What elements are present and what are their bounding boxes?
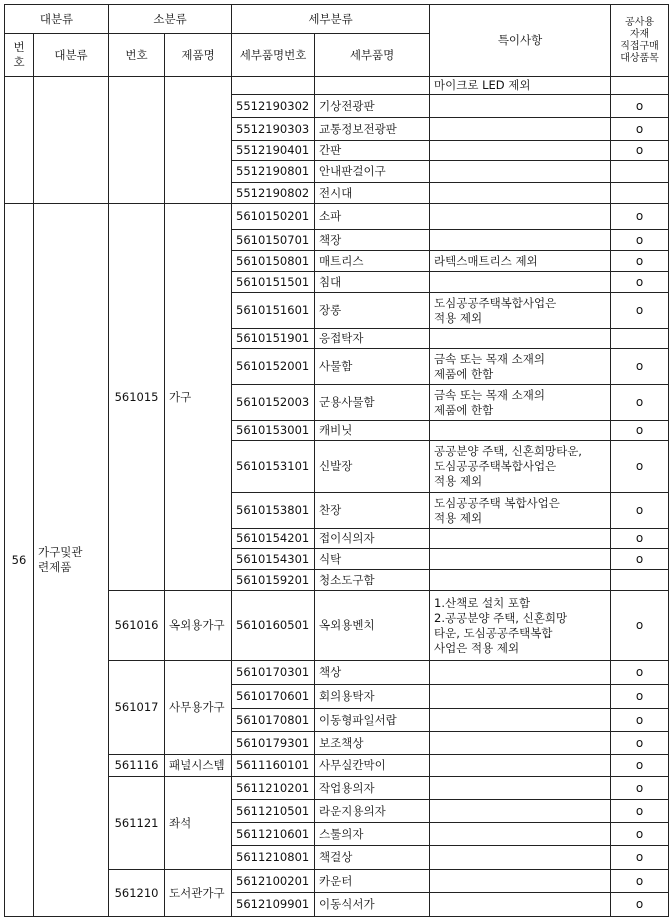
minor-no: 561116 xyxy=(109,755,165,777)
header-col-product-name: 제품명 xyxy=(165,34,232,77)
remark: 라텍스매트리스 제외 xyxy=(430,251,611,272)
detail-name: 군용사물함 xyxy=(315,385,430,421)
detail-name: 책걸상 xyxy=(315,846,430,870)
remark: 1.산책로 설치 포함 2.공공분양 주택, 신혼희망 타운, 도심공공주택복합 사업은 적용 제외 xyxy=(430,591,611,661)
product-name: 도서관가구 xyxy=(165,870,232,917)
detail-name: 책상 xyxy=(315,661,430,685)
detail-name: 식탁 xyxy=(315,549,430,570)
remark: 금속 또는 목재 소재의 제품에 한함 xyxy=(430,385,611,421)
remark: 공공분양 주택, 신혼희망타운, 도심공공주택복합사업은 적용 제외 xyxy=(430,441,611,493)
detail-code: 5610159201 xyxy=(232,570,315,591)
detail-code: 5610153101 xyxy=(232,441,315,493)
remark xyxy=(430,870,611,893)
cell-empty xyxy=(109,77,165,204)
detail-name: 응접탁자 xyxy=(315,329,430,349)
product-name: 패널시스템 xyxy=(165,755,232,777)
detail-name: 안내판걸이구 xyxy=(315,161,430,183)
purchase-mark: o xyxy=(611,755,669,777)
detail-name: 작업용의자 xyxy=(315,777,430,800)
purchase-mark: o xyxy=(611,251,669,272)
purchase-mark xyxy=(611,77,669,95)
detail-name: 사물함 xyxy=(315,349,430,385)
product-name: 사무용가구 xyxy=(165,661,232,755)
purchase-mark xyxy=(611,161,669,183)
purchase-mark: o xyxy=(611,685,669,709)
remark xyxy=(430,661,611,685)
major-name: 가구및관 련제품 xyxy=(34,204,109,917)
detail-code: 5611210201 xyxy=(232,777,315,800)
purchase-mark: o xyxy=(611,823,669,846)
purchase-mark xyxy=(611,183,669,204)
remark xyxy=(430,204,611,230)
detail-name: 장롱 xyxy=(315,293,430,329)
detail-code xyxy=(232,77,315,95)
remark xyxy=(430,272,611,293)
header-major: 대분류 xyxy=(5,5,109,34)
table-row xyxy=(5,77,669,95)
detail-code: 5512190401 xyxy=(232,141,315,161)
purchase-mark: o xyxy=(611,777,669,800)
header-col-major-name: 대분류 xyxy=(34,34,109,77)
minor-no: 561016 xyxy=(109,591,165,661)
remark xyxy=(430,183,611,204)
purchase-mark: o xyxy=(611,141,669,161)
header-detail: 세부분류 xyxy=(232,5,430,34)
detail-code: 5610153001 xyxy=(232,421,315,441)
purchase-mark: o xyxy=(611,549,669,570)
detail-code: 5611210501 xyxy=(232,800,315,823)
detail-name: 라운지용의자 xyxy=(315,800,430,823)
header-row-1 xyxy=(5,5,669,34)
detail-code: 5610150701 xyxy=(232,230,315,251)
product-name: 가구 xyxy=(165,204,232,591)
remark: 금속 또는 목재 소재의 제품에 한함 xyxy=(430,349,611,385)
purchase-mark xyxy=(611,570,669,591)
detail-code: 5610153801 xyxy=(232,493,315,529)
cell-empty xyxy=(34,77,109,204)
cell-empty xyxy=(165,77,232,204)
detail-name: 책장 xyxy=(315,230,430,251)
detail-code: 5610150201 xyxy=(232,204,315,230)
header-col-minor-no: 번호 xyxy=(109,34,165,77)
detail-name: 옥외용벤치 xyxy=(315,591,430,661)
purchase-mark: o xyxy=(611,493,669,529)
detail-name: 접이식의자 xyxy=(315,529,430,549)
purchase-mark: o xyxy=(611,441,669,493)
detail-code: 5611210601 xyxy=(232,823,315,846)
purchase-mark: o xyxy=(611,529,669,549)
detail-name: 소파 xyxy=(315,204,430,230)
detail-name: 간판 xyxy=(315,141,430,161)
detail-name: 이동형파일서랍 xyxy=(315,709,430,732)
detail-code: 5610150801 xyxy=(232,251,315,272)
remark xyxy=(430,800,611,823)
header-col-no: 번 호 xyxy=(5,34,34,77)
detail-code: 5610170301 xyxy=(232,661,315,685)
remark xyxy=(430,95,611,118)
header-col-detail-no: 세부품명번호 xyxy=(232,34,315,77)
detail-code: 5512190302 xyxy=(232,95,315,118)
minor-no: 561017 xyxy=(109,661,165,755)
purchase-mark: o xyxy=(611,230,669,251)
detail-code: 5610160501 xyxy=(232,591,315,661)
major-no: 56 xyxy=(5,204,34,917)
purchase-mark: o xyxy=(611,118,669,141)
purchase-mark: o xyxy=(611,800,669,823)
detail-code: 5610154301 xyxy=(232,549,315,570)
remark: 도심공공주택 복합사업은 적용 제외 xyxy=(430,493,611,529)
purchase-mark: o xyxy=(611,870,669,893)
remark xyxy=(430,823,611,846)
remark xyxy=(430,709,611,732)
purchase-mark: o xyxy=(611,272,669,293)
detail-code: 5610170801 xyxy=(232,709,315,732)
remark xyxy=(430,141,611,161)
purchase-mark xyxy=(611,329,669,349)
header-public-purchase: 공사용 자재 직접구매 대상품목 xyxy=(611,5,669,77)
minor-no: 561015 xyxy=(109,204,165,591)
detail-code: 5610179301 xyxy=(232,732,315,755)
remark: 마이크로 LED 제외 xyxy=(430,77,611,95)
detail-name: 스툴의자 xyxy=(315,823,430,846)
remark: 도심공공주택복합사업은 적용 제외 xyxy=(430,293,611,329)
detail-name: 청소도구함 xyxy=(315,570,430,591)
remark xyxy=(430,685,611,709)
detail-code: 5612100201 xyxy=(232,870,315,893)
purchase-mark: o xyxy=(611,421,669,441)
detail-name: 침대 xyxy=(315,272,430,293)
product-name: 옥외용가구 xyxy=(165,591,232,661)
purchase-mark: o xyxy=(611,204,669,230)
detail-name: 회의용탁자 xyxy=(315,685,430,709)
purchase-mark: o xyxy=(611,846,669,870)
detail-code: 5610154201 xyxy=(232,529,315,549)
table-row xyxy=(5,204,669,230)
remark xyxy=(430,329,611,349)
detail-name: 교통정보전광판 xyxy=(315,118,430,141)
detail-code: 5611210801 xyxy=(232,846,315,870)
purchase-mark: o xyxy=(611,661,669,685)
detail-name: 사무실칸막이 xyxy=(315,755,430,777)
detail-code: 5610170601 xyxy=(232,685,315,709)
purchase-mark: o xyxy=(611,349,669,385)
purchase-mark: o xyxy=(611,95,669,118)
purchase-mark: o xyxy=(611,893,669,917)
remark xyxy=(430,777,611,800)
purchase-mark: o xyxy=(611,293,669,329)
detail-name: 찬장 xyxy=(315,493,430,529)
detail-code: 5610151501 xyxy=(232,272,315,293)
detail-code: 5512190802 xyxy=(232,183,315,204)
cell-empty xyxy=(5,77,34,204)
remark xyxy=(430,529,611,549)
remark xyxy=(430,118,611,141)
detail-code: 5512190801 xyxy=(232,161,315,183)
detail-name: 매트리스 xyxy=(315,251,430,272)
header-col-detail-name: 세부품명 xyxy=(315,34,430,77)
detail-code: 5512190303 xyxy=(232,118,315,141)
detail-name xyxy=(315,77,430,95)
purchase-mark: o xyxy=(611,385,669,421)
detail-name: 보조책상 xyxy=(315,732,430,755)
minor-no: 561121 xyxy=(109,777,165,870)
detail-name: 신발장 xyxy=(315,441,430,493)
remark xyxy=(430,161,611,183)
detail-code: 5610152001 xyxy=(232,349,315,385)
detail-code: 5610151901 xyxy=(232,329,315,349)
purchase-mark: o xyxy=(611,591,669,661)
detail-code: 5610152003 xyxy=(232,385,315,421)
detail-name: 캐비닛 xyxy=(315,421,430,441)
minor-no: 561210 xyxy=(109,870,165,917)
product-name: 좌석 xyxy=(165,777,232,870)
detail-name: 카운터 xyxy=(315,870,430,893)
remark xyxy=(430,230,611,251)
remark xyxy=(430,421,611,441)
detail-name: 전시대 xyxy=(315,183,430,204)
detail-code: 5610151601 xyxy=(232,293,315,329)
detail-code: 5611160101 xyxy=(232,755,315,777)
detail-name: 기상전광판 xyxy=(315,95,430,118)
remark xyxy=(430,549,611,570)
header-remarks: 특이사항 xyxy=(430,5,611,77)
remark xyxy=(430,732,611,755)
remark xyxy=(430,570,611,591)
detail-name: 이동식서가 xyxy=(315,893,430,917)
purchase-mark: o xyxy=(611,709,669,732)
remark xyxy=(430,846,611,870)
purchase-mark: o xyxy=(611,732,669,755)
remark xyxy=(430,755,611,777)
remark xyxy=(430,893,611,917)
detail-code: 5612109901 xyxy=(232,893,315,917)
procurement-table xyxy=(4,4,669,917)
header-minor: 소분류 xyxy=(109,5,232,34)
